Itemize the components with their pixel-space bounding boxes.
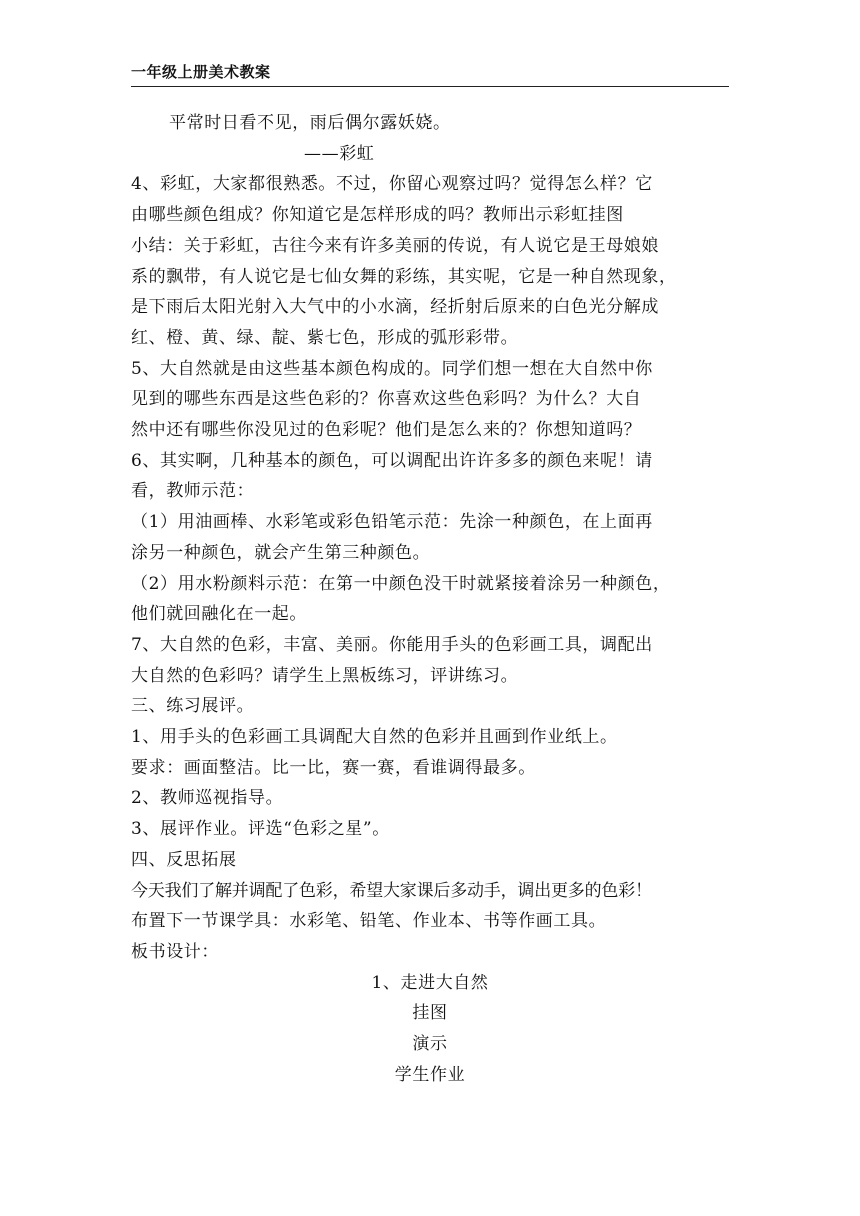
paragraph-line: 涂另一种颜色，就会产生第三种颜色。 — [131, 542, 431, 563]
paragraph-line: 看，教师示范： — [131, 481, 255, 502]
paragraph-line: 3、展评作业。评选“色彩之星”。 — [131, 819, 390, 840]
paragraph-line: 他们就回融化在一起。 — [131, 604, 307, 625]
paragraph-line: 系的飘带，有人说它是七仙女舞的彩练，其实呢，它是一种自然现象， — [131, 266, 677, 287]
board-design-item: 挂图 — [412, 1003, 448, 1024]
board-design-item: 学生作业 — [394, 1064, 466, 1085]
paragraph-line: 7、大自然的色彩，丰富、美丽。你能用手头的色彩画工具，调配出 — [131, 634, 653, 655]
paragraph-line: 是下雨后太阳光射入大气中的小水滴，经折射后原来的白色光分解成 — [131, 297, 659, 318]
page-title: 一年级上册美术教案 — [131, 63, 271, 81]
page-header — [131, 62, 729, 87]
poem-line: 平常时日看不见，雨后偶尔露妖娆。 — [169, 113, 451, 133]
board-design-title: 1、走进大自然 — [371, 972, 489, 993]
paragraph-line: 今天我们了解并调配了色彩，希望大家课后多动手，调出更多的色彩！ — [131, 880, 652, 901]
paragraph-line: 见到的哪些东西是这些色彩的？你喜欢这些色彩吗？为什么？大自 — [131, 389, 642, 410]
paragraph-line: 布置下一节课学具：水彩笔、铅笔、作业本、书等作画工具。 — [131, 911, 607, 932]
paragraph-line: 然中还有哪些你没见过的色彩呢？他们是怎么来的？你想知道吗？ — [131, 420, 642, 441]
paragraph-line: 1、用手头的色彩画工具调配大自然的色彩并且画到作业纸上。 — [131, 727, 618, 748]
paragraph-line: 大自然的色彩吗？请学生上黑板练习，评讲练习。 — [131, 665, 519, 686]
paragraph-line: 小结：关于彩虹，古往今来有许多美丽的传说，有人说它是王母娘娘 — [131, 235, 659, 256]
paragraph-line: （1）用油画棒、水彩笔或彩色铅笔示范：先涂一种颜色，在上面再 — [131, 512, 653, 533]
paragraph-line: 红、橙、黄、绿、靛、紫七色，形成的弧形彩带。 — [131, 327, 519, 348]
paragraph-line: 5、大自然就是由这些基本颜色构成的。同学们想一想在大自然中你 — [131, 358, 653, 379]
paragraph-line: 由哪些颜色组成？你知道它是怎样形成的吗？教师出示彩虹挂图 — [131, 205, 624, 226]
paragraph-line: （2）用水粉颜料示范：在第一中颜色没干时就紧接着涂另一种颜色， — [131, 573, 671, 594]
document-body — [131, 108, 729, 1091]
paragraph-line: 4、彩虹，大家都很熟悉。不过，你留心观察过吗？觉得怎么样？它 — [131, 174, 653, 195]
poem-attribution: ——彩虹 — [304, 143, 375, 164]
paragraph-line: 6、其实啊，几种基本的颜色，可以调配出许许多多的颜色来呢！请 — [131, 450, 653, 471]
paragraph-line: 要求：画面整洁。比一比，赛一赛，看谁调得最多。 — [131, 757, 536, 778]
paragraph-line: 板书设计： — [131, 941, 219, 962]
board-design-item: 演示 — [412, 1034, 448, 1055]
section-heading: 三、练习展评。 — [131, 696, 255, 717]
paragraph-line: 2、教师巡视指导。 — [131, 788, 284, 809]
section-heading: 四、反思拓展 — [131, 849, 237, 870]
